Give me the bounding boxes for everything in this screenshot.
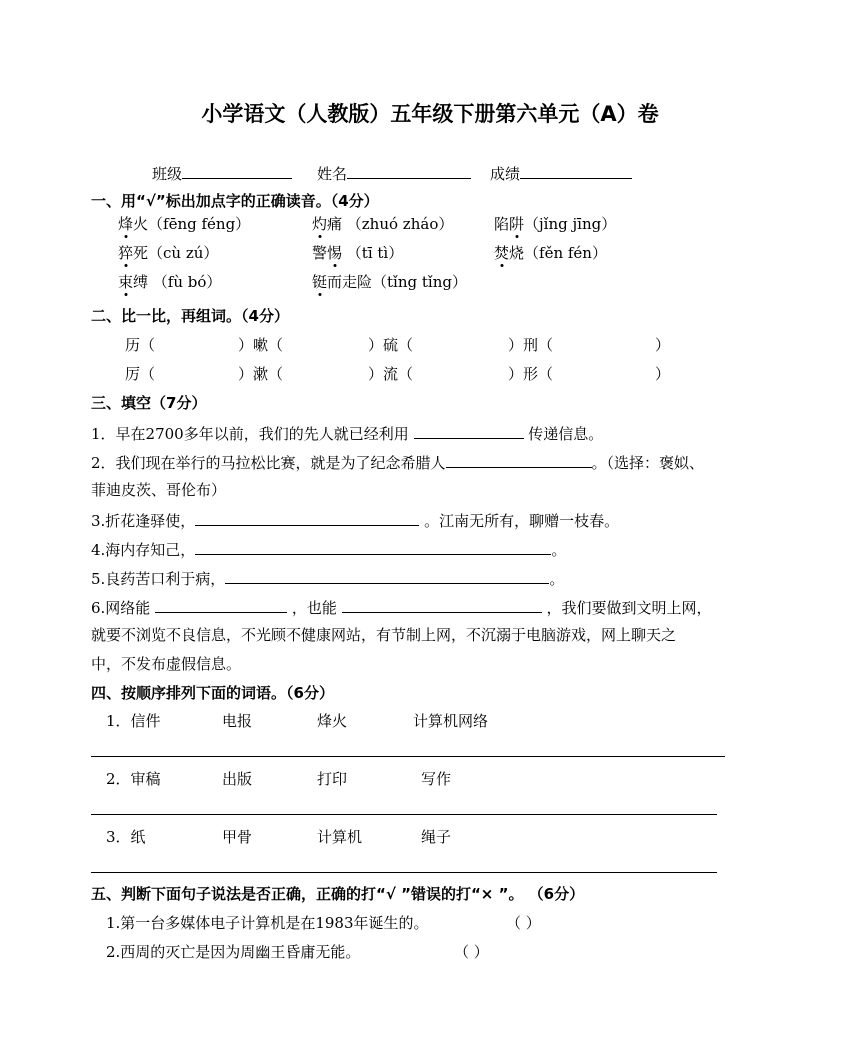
fill-q2-cont: 菲迪皮茨、哥伦布） — [91, 481, 227, 499]
fill-q6-line2: 就要不浏览不良信息，不光顾不健康网站，有节制上网，不沉溺于电脑游戏，网上聊天之 — [91, 626, 677, 644]
judge-q1-paren: （ ） — [506, 914, 541, 932]
fill-q3: 3.折花逢驿使， 。江南无所有，聊赠一枝春。 — [91, 509, 619, 531]
pinyin-item-6: 焚 烧（fěn fén） — [494, 243, 607, 263]
section2-heading: 二、比一比，再组词。（4分） — [91, 307, 289, 325]
order-row-3-a: 3．纸 — [106, 828, 146, 846]
pinyin-item-1: 烽 火（fēng féng） — [118, 214, 250, 234]
fill-q2: 2．我们现在举行的马拉松比赛，就是为了纪念希腊人 。（选择：褒姒、 — [91, 451, 704, 473]
class-label: 班级 — [152, 162, 292, 184]
order-row-1-c: 烽火 — [317, 712, 348, 730]
answer-line-2 — [91, 814, 717, 815]
compare-row-2-d: ）形（ — [508, 365, 554, 383]
compare-row-1-d: ）刑（ — [508, 336, 554, 354]
page-title: 小学语文（人教版）五年级下册第六单元（A）卷 — [201, 102, 659, 126]
section5-heading: 五、判断下面句子说法是否正确，正确的打“√ ”错误的打“× ”。 （6分） — [91, 885, 585, 903]
fill-q1: 1．早在2700多年以前，我们的先人就已经利用 传递信息。 — [91, 422, 603, 444]
fill-q6-line3: 中，不发布虚假信息。 — [91, 655, 242, 673]
compare-row-2-a: 厉（ — [125, 365, 156, 383]
section3-heading: 三、填空（7分） — [91, 394, 207, 412]
order-row-2-a: 2．审稿 — [106, 770, 161, 788]
order-row-1-b: 电报 — [222, 712, 253, 730]
order-row-3-b: 甲骨 — [222, 828, 253, 846]
answer-line-3 — [91, 872, 717, 873]
order-row-1-a: 1．信件 — [106, 712, 161, 730]
pinyin-item-3: 陷阱 （jǐng jīng） — [494, 214, 616, 234]
order-row-1-d: 计算机网络 — [413, 712, 489, 730]
compare-row-1-a: 历（ — [125, 336, 156, 354]
judge-q2: 2.西周的灭亡是因为周幽王昏庸无能。 — [106, 943, 361, 961]
pinyin-item-7: 束 缚 （fù bó） — [118, 272, 221, 292]
fill-q6: 6.网络能 ，也能 ，我们要做到文明上网， — [91, 596, 711, 618]
pinyin-item-2: 灼 痛 （zhuó zháo） — [312, 214, 453, 234]
section4-heading: 四、按顺序排列下面的词语。（6分） — [91, 684, 334, 702]
compare-row-2-b: ）漱（ — [238, 365, 284, 383]
order-row-2-c: 打印 — [317, 770, 348, 788]
order-row-2-d: 写作 — [421, 770, 452, 788]
judge-q1: 1.第一台多媒体电子计算机是在1983年诞生的。 — [106, 914, 429, 932]
compare-row-2-e: ） — [655, 365, 671, 383]
compare-row-1-b: ）嗽（ — [238, 336, 284, 354]
judge-q2-paren: （ ） — [454, 943, 489, 961]
name-label: 姓名 — [317, 162, 471, 184]
fill-q4: 4.海内存知己， 。 — [91, 538, 566, 560]
pinyin-item-8: 铤 而走险（tǐng tǐng） — [312, 272, 467, 292]
order-row-3-c: 计算机 — [317, 828, 363, 846]
pinyin-item-4: 猝 死（cù zú） — [118, 243, 218, 263]
section1-heading: 一、用“√”标出加点字的正确读音。（4分） — [91, 192, 379, 210]
fill-q5: 5.良药苦口利于病， 。 — [91, 567, 564, 589]
compare-row-2-c: ）流（ — [368, 365, 414, 383]
compare-row-1-e: ） — [655, 336, 671, 354]
score-label: 成绩 — [490, 162, 632, 184]
pinyin-item-5: 警惕 （tī tì） — [312, 243, 403, 263]
order-row-3-d: 绳子 — [421, 828, 452, 846]
compare-row-1-c: ）硫（ — [368, 336, 414, 354]
answer-line-1 — [91, 756, 725, 757]
order-row-2-b: 出版 — [222, 770, 253, 788]
